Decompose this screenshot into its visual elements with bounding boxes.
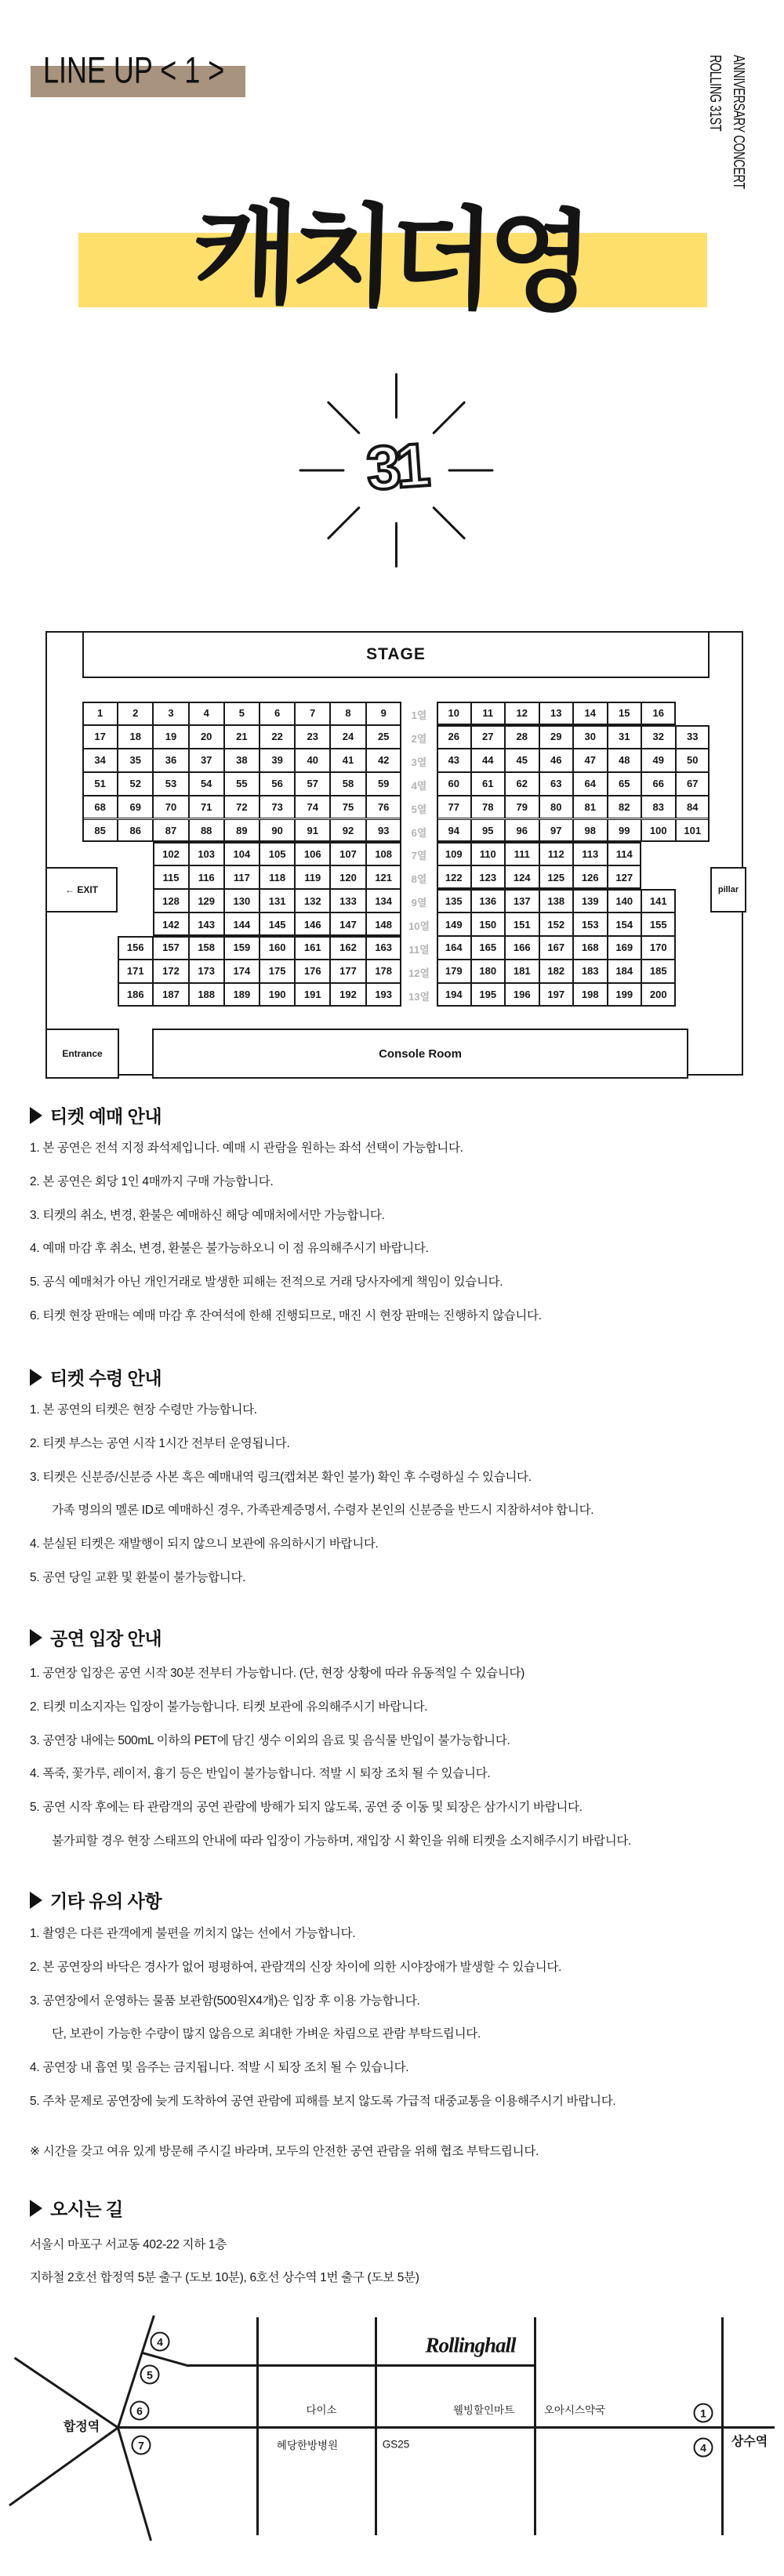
seat-171: 171 xyxy=(118,960,153,983)
seat-37: 37 xyxy=(189,749,224,772)
seat-151: 151 xyxy=(505,912,539,936)
seat-17: 17 xyxy=(82,725,118,749)
seat-116: 116 xyxy=(189,865,224,889)
station-hapjeong-label: 합정역 xyxy=(63,2420,100,2434)
seat-12: 12 xyxy=(505,702,539,725)
seat-128: 128 xyxy=(153,889,188,912)
seat-26: 26 xyxy=(437,725,471,749)
seat-197: 197 xyxy=(539,983,574,1007)
seat-49: 49 xyxy=(641,749,676,772)
seat-55: 55 xyxy=(224,772,260,796)
seat-30: 30 xyxy=(573,725,608,749)
section-line: 4. 폭죽, 꽃가루, 레이저, 흉기 등은 반입이 불가능합니다. 적발 시 퇴장 조치 될 수 있습니다. xyxy=(30,1767,491,1781)
seat-42: 42 xyxy=(366,749,401,772)
seat-155: 155 xyxy=(641,912,676,936)
seat-33: 33 xyxy=(676,725,710,749)
seat-120: 120 xyxy=(330,865,365,889)
seat-53: 53 xyxy=(153,772,188,796)
row-label-10: 10열 xyxy=(408,920,430,933)
road-line-branch xyxy=(188,2364,535,2367)
seat-163: 163 xyxy=(366,936,401,960)
seat-193: 193 xyxy=(366,983,401,1007)
row-label-3: 3열 xyxy=(411,756,427,768)
seat-22: 22 xyxy=(260,725,295,749)
seat-6: 6 xyxy=(260,702,295,725)
seat-136: 136 xyxy=(471,889,506,912)
sunburst-ray-icon xyxy=(395,522,397,568)
seat-64: 64 xyxy=(573,772,608,796)
seat-60: 60 xyxy=(437,772,471,796)
section-line: 4. 예매 마감 후 취소, 변경, 환불은 불가능하오니 이 점 유의해주시기 바랍니다. xyxy=(30,1242,429,1256)
seat-52: 52 xyxy=(118,772,153,796)
seat-9: 9 xyxy=(366,702,401,725)
seat-173: 173 xyxy=(189,960,224,983)
event-title-line1: ROLLING 31ST xyxy=(706,55,724,132)
row-label-7: 7열 xyxy=(411,850,427,862)
seat-2: 2 xyxy=(118,702,153,725)
seat-41: 41 xyxy=(330,749,365,772)
section-line: 가족 명의의 멜론 ID로 예매하신 경우, 가족관계증명서, 수령자 본인의 신분증을 반드시 지참하셔야 합니다. xyxy=(52,1504,594,1518)
seat-32: 32 xyxy=(641,725,676,749)
seat-38: 38 xyxy=(224,749,260,772)
seat-180: 180 xyxy=(471,960,506,983)
exit-label: ← EXIT xyxy=(64,884,98,895)
sunburst-ray-icon xyxy=(326,401,360,434)
seat-200: 200 xyxy=(641,983,676,1007)
seat-149: 149 xyxy=(437,912,471,936)
seat-81: 81 xyxy=(573,796,608,819)
seat-68: 68 xyxy=(82,796,118,819)
seat-40: 40 xyxy=(295,749,330,772)
sunburst-ray-icon xyxy=(432,401,466,434)
seat-132: 132 xyxy=(295,889,330,912)
subway-exit-circle: 6 xyxy=(130,2401,150,2421)
seat-19: 19 xyxy=(153,725,188,749)
seat-66: 66 xyxy=(641,772,676,796)
seat-47: 47 xyxy=(573,749,608,772)
seat-123: 123 xyxy=(471,865,506,889)
poi-gs25-label: GS25 xyxy=(382,2438,410,2451)
section-line: 3. 티켓의 취소, 변경, 환불은 예매하신 해당 예매처에서만 가능합니다. xyxy=(30,1208,385,1222)
seat-8: 8 xyxy=(330,702,365,725)
seat-188: 188 xyxy=(189,983,224,1007)
seat-51: 51 xyxy=(82,772,118,796)
seat-190: 190 xyxy=(260,983,295,1007)
seat-89: 89 xyxy=(224,819,260,843)
seat-109: 109 xyxy=(437,842,471,865)
section-line: 5. 주차 문제로 공연장에 늦게 도착하여 공연 관람에 피해를 보지 않도록 가급적 대중교통을 이용해주시기 바랍니다. xyxy=(30,2095,616,2108)
seat-168: 168 xyxy=(573,936,608,960)
seat-3: 3 xyxy=(153,702,188,725)
road-line-vertical xyxy=(721,2317,724,2535)
seat-134: 134 xyxy=(366,889,401,912)
section-line: 5. 공식 예매처가 아닌 개인거래로 발생한 피해는 전적으로 거래 당사자에게 책임이 있습니다. xyxy=(30,1275,503,1290)
seat-80: 80 xyxy=(539,796,574,819)
seat-1: 1 xyxy=(82,702,118,725)
section-line: 1. 본 공연의 티켓은 현장 수령만 가능합니다. xyxy=(30,1403,257,1417)
seat-135: 135 xyxy=(437,889,471,912)
seat-7: 7 xyxy=(295,702,330,725)
sunburst-ray-icon xyxy=(395,373,397,419)
seat-153: 153 xyxy=(573,912,608,936)
seat-23: 23 xyxy=(295,725,330,749)
venue-label: Rollinghall xyxy=(425,2333,516,2357)
seat-117: 117 xyxy=(224,865,260,889)
seat-156: 156 xyxy=(118,936,153,960)
seat-174: 174 xyxy=(224,960,260,983)
seat-10: 10 xyxy=(437,702,471,725)
seat-57: 57 xyxy=(295,772,330,796)
seat-160: 160 xyxy=(260,936,295,960)
row-label-4: 4열 xyxy=(411,779,427,792)
pillar-label: pillar xyxy=(717,885,739,894)
road-line-vertical xyxy=(256,2317,259,2535)
seat-11: 11 xyxy=(471,702,506,725)
section-line: 3. 공연장 내에는 500mL 이하의 PET에 담긴 생수 이외의 음료 및 음식물 반입이 불가능합니다. xyxy=(30,1733,510,1747)
triangle-bullet-icon xyxy=(30,2200,42,2217)
section-line: 5. 공연 당일 교환 및 환불이 불가능합니다. xyxy=(30,1571,246,1584)
seat-65: 65 xyxy=(608,772,642,796)
lineup-label: LINE UP < 1 > xyxy=(43,49,225,92)
seat-108: 108 xyxy=(366,842,401,865)
seat-110: 110 xyxy=(471,842,506,865)
seat-127: 127 xyxy=(608,865,642,889)
section-line: 1. 촬영은 다른 관객에게 불편을 끼치지 않는 선에서 가능합니다. xyxy=(30,1927,356,1940)
seat-106: 106 xyxy=(295,842,330,865)
seat-101: 101 xyxy=(676,819,710,843)
seat-87: 87 xyxy=(153,819,188,843)
seat-67: 67 xyxy=(676,772,710,796)
row-label-2: 2열 xyxy=(411,732,427,745)
seat-191: 191 xyxy=(295,983,330,1007)
row-label-5: 5열 xyxy=(411,803,427,815)
seat-61: 61 xyxy=(471,772,506,796)
seat-189: 189 xyxy=(224,983,260,1007)
seat-79: 79 xyxy=(505,796,539,819)
seat-13: 13 xyxy=(539,702,574,725)
seat-73: 73 xyxy=(260,796,295,819)
seat-43: 43 xyxy=(437,749,471,772)
seat-154: 154 xyxy=(608,912,642,936)
seat-103: 103 xyxy=(189,842,224,865)
seat-113: 113 xyxy=(573,842,608,865)
seat-56: 56 xyxy=(260,772,295,796)
section-title: 티켓 수령 안내 xyxy=(30,1364,162,1390)
triangle-bullet-icon xyxy=(30,1107,42,1124)
seat-99: 99 xyxy=(608,819,642,843)
notice-text: ※ 시간을 갖고 여유 있게 방문해 주시길 바라며, 모두의 안전한 공연 관람을 위해 협조 부탁드립니다. xyxy=(30,2145,539,2158)
seat-14: 14 xyxy=(573,702,608,725)
directions-subway: 지하철 2호선 합정역 5분 출구 (도보 10분), 6호선 상수역 1번 출구 (도보 5분) xyxy=(30,2271,419,2284)
section-line: 3. 공연장에서 운영하는 물품 보관함(500원X4개)은 입장 후 이용 가능합니다. xyxy=(30,1994,420,2008)
section-line: 4. 공연장 내 흡연 및 음주는 금지됩니다. 적발 시 퇴장 조치 될 수 있습니다. xyxy=(30,2061,409,2075)
seat-54: 54 xyxy=(189,772,224,796)
section-line: 1. 공연장 입장은 공연 시작 30분 전부터 가능합니다. (단, 현장 상황에 따라 유동적일 수 있습니다) xyxy=(30,1667,525,1680)
seat-83: 83 xyxy=(641,796,676,819)
entrance-label: Entrance xyxy=(62,1048,103,1059)
seat-95: 95 xyxy=(471,819,506,843)
seat-133: 133 xyxy=(330,889,365,912)
seat-72: 72 xyxy=(224,796,260,819)
poi-daiso-label: 다이소 xyxy=(306,2404,337,2416)
triangle-bullet-icon xyxy=(30,1369,42,1386)
seat-185: 185 xyxy=(641,960,676,983)
seat-194: 194 xyxy=(437,983,471,1007)
seat-88: 88 xyxy=(189,819,224,843)
seat-21: 21 xyxy=(224,725,260,749)
seat-84: 84 xyxy=(676,796,710,819)
seat-18: 18 xyxy=(118,725,153,749)
seat-182: 182 xyxy=(539,960,574,983)
seat-152: 152 xyxy=(539,912,574,936)
section-line: 불가피할 경우 현장 스태프의 안내에 따라 입장이 가능하며, 재입장 시 확인을 위해 티켓을 소지해주시기 바랍니다. xyxy=(52,1834,632,1848)
section-line: 6. 티켓 현장 판매는 예매 마감 후 잔여석에 한해 진행되므로, 매진 시 현장 판매는 진행하지 않습니다. xyxy=(30,1309,542,1322)
row-label-13: 13열 xyxy=(408,990,430,1003)
seat-97: 97 xyxy=(539,819,574,843)
seat-186: 186 xyxy=(118,983,153,1007)
seat-124: 124 xyxy=(505,865,539,889)
seat-176: 176 xyxy=(295,960,330,983)
seat-59: 59 xyxy=(366,772,401,796)
subway-exit-circle: 7 xyxy=(132,2436,151,2455)
seat-137: 137 xyxy=(505,889,539,912)
section-line: 단, 보관이 가능한 수량이 많지 않음으로 최대한 가벼운 차림으로 관람 부탁드립니다. xyxy=(52,2027,481,2041)
console-room-box xyxy=(152,1029,688,1079)
exit-box xyxy=(45,867,118,912)
seat-139: 139 xyxy=(573,889,608,912)
seat-138: 138 xyxy=(539,889,574,912)
seat-29: 29 xyxy=(539,725,574,749)
seat-90: 90 xyxy=(260,819,295,843)
seat-39: 39 xyxy=(260,749,295,772)
stage-box xyxy=(82,631,710,678)
seat-69: 69 xyxy=(118,796,153,819)
section-line: 5. 공연 시작 후에는 타 관람객의 공연 관람에 방해가 되지 않도록, 공연 중 이동 및 퇴장은 삼가시기 바랍니다. xyxy=(30,1801,583,1815)
seat-198: 198 xyxy=(573,983,608,1007)
seat-35: 35 xyxy=(118,749,153,772)
seat-181: 181 xyxy=(505,960,539,983)
seat-147: 147 xyxy=(330,912,365,936)
seat-178: 178 xyxy=(366,960,401,983)
seat-86: 86 xyxy=(118,819,153,843)
seat-98: 98 xyxy=(573,819,608,843)
seat-63: 63 xyxy=(539,772,574,796)
event-title-vertical xyxy=(703,55,750,189)
event-title-line2: ANNIVERSARY CONCERT xyxy=(730,55,747,189)
seat-126: 126 xyxy=(573,865,608,889)
seat-46: 46 xyxy=(539,749,574,772)
seat-96: 96 xyxy=(505,819,539,843)
seat-85: 85 xyxy=(82,819,118,843)
seat-140: 140 xyxy=(608,889,642,912)
seat-157: 157 xyxy=(153,936,188,960)
stage-label: STAGE xyxy=(366,645,426,663)
subway-exit-circle: 1 xyxy=(694,2404,713,2423)
road-line-vertical xyxy=(534,2317,536,2535)
seat-166: 166 xyxy=(505,936,539,960)
seat-76: 76 xyxy=(366,796,401,819)
seat-111: 111 xyxy=(505,842,539,865)
section-title: 기타 유의 사항 xyxy=(30,1887,162,1913)
seat-118: 118 xyxy=(260,865,295,889)
seat-148: 148 xyxy=(366,912,401,936)
seat-131: 131 xyxy=(260,889,295,912)
seat-44: 44 xyxy=(471,749,506,772)
seat-70: 70 xyxy=(153,796,188,819)
anniversary-sunburst-icon xyxy=(314,367,478,574)
sunburst-ray-icon xyxy=(326,506,360,540)
section-line: 2. 본 공연은 회당 1인 4매까지 구매 가능합니다. xyxy=(30,1174,274,1188)
seat-105: 105 xyxy=(260,842,295,865)
seat-93: 93 xyxy=(366,819,401,843)
seat-164: 164 xyxy=(437,936,471,960)
section-line: 1. 본 공연은 전석 지정 좌석제입니다. 예매 시 관람을 원하는 좌석 선택이 가능합니다. xyxy=(30,1141,463,1155)
seat-115: 115 xyxy=(153,865,188,889)
seat-142: 142 xyxy=(153,912,188,936)
seat-77: 77 xyxy=(437,796,471,819)
seat-31: 31 xyxy=(608,725,642,749)
section-title: 티켓 예매 안내 xyxy=(30,1102,162,1128)
poi-hyedang-hospital-label: 혜당한방병원 xyxy=(276,2440,339,2451)
section-line: 2. 티켓 부스는 공연 시작 1시간 전부터 운영됩니다. xyxy=(30,1436,290,1450)
seat-170: 170 xyxy=(641,936,676,960)
seat-199: 199 xyxy=(608,983,642,1007)
poi-oasis-pharmacy-label: 오아시스약국 xyxy=(543,2404,606,2416)
seat-165: 165 xyxy=(471,936,506,960)
seat-36: 36 xyxy=(153,749,188,772)
poi-wellbeing-mart-label: 웰빙할인마트 xyxy=(452,2404,515,2416)
directions-title: 오시는 길 xyxy=(30,2195,123,2221)
seat-122: 122 xyxy=(437,865,471,889)
anniversary-number: 31 xyxy=(364,430,428,503)
seat-94: 94 xyxy=(437,819,471,843)
road-line-diagonal xyxy=(9,2427,118,2506)
directions-address: 서울시 마포구 서교동 402-22 지하 1층 xyxy=(30,2238,227,2251)
pillar-box xyxy=(710,867,746,912)
console-room-label: Console Room xyxy=(379,1047,462,1061)
seat-78: 78 xyxy=(471,796,506,819)
seat-179: 179 xyxy=(437,960,471,983)
seat-58: 58 xyxy=(330,772,365,796)
seat-map xyxy=(45,631,743,1076)
row-label-1: 1열 xyxy=(411,709,427,721)
sunburst-ray-icon xyxy=(432,506,466,540)
seat-143: 143 xyxy=(189,912,224,936)
artist-title: 캐치더영 xyxy=(191,190,588,325)
seat-141: 141 xyxy=(641,889,676,912)
seat-196: 196 xyxy=(505,983,539,1007)
seat-114: 114 xyxy=(608,842,642,865)
seat-24: 24 xyxy=(330,725,365,749)
seat-45: 45 xyxy=(505,749,539,772)
seat-129: 129 xyxy=(189,889,224,912)
seat-82: 82 xyxy=(608,796,642,819)
seat-100: 100 xyxy=(641,819,676,843)
seat-48: 48 xyxy=(608,749,642,772)
seat-74: 74 xyxy=(295,796,330,819)
seat-130: 130 xyxy=(224,889,260,912)
seat-50: 50 xyxy=(676,749,710,772)
seat-172: 172 xyxy=(153,960,188,983)
section-line: 4. 분실된 티켓은 재발행이 되지 않으니 보관에 유의하시기 바랍니다. xyxy=(30,1537,379,1551)
section-line: 3. 티켓은 신분증/신분증 사본 혹은 예매내역 링크(캡쳐본 확인 불가) 확인 후 수령하실 수 있습니다. xyxy=(30,1470,532,1484)
road-line-vertical xyxy=(375,2317,377,2535)
road-line-main xyxy=(116,2426,775,2429)
seat-167: 167 xyxy=(539,936,574,960)
triangle-bullet-icon xyxy=(30,1629,42,1646)
seat-175: 175 xyxy=(260,960,295,983)
seat-112: 112 xyxy=(539,842,574,865)
seat-102: 102 xyxy=(153,842,188,865)
seat-119: 119 xyxy=(295,865,330,889)
seat-121: 121 xyxy=(366,865,401,889)
seat-71: 71 xyxy=(189,796,224,819)
subway-exit-circle: 4 xyxy=(151,2332,170,2352)
seat-145: 145 xyxy=(260,912,295,936)
seat-92: 92 xyxy=(330,819,365,843)
seat-184: 184 xyxy=(608,960,642,983)
row-label-12: 12열 xyxy=(408,967,430,979)
seat-195: 195 xyxy=(471,983,506,1007)
seat-75: 75 xyxy=(330,796,365,819)
seat-15: 15 xyxy=(608,702,642,725)
seat-107: 107 xyxy=(330,842,365,865)
section-line: 2. 본 공연장의 바닥은 경사가 없어 평평하여, 관람객의 신장 차이에 의한 시야장애가 발생할 수 있습니다. xyxy=(30,1960,562,1974)
seat-34: 34 xyxy=(82,749,118,772)
seat-146: 146 xyxy=(295,912,330,936)
seat-27: 27 xyxy=(471,725,506,749)
seat-91: 91 xyxy=(295,819,330,843)
seat-159: 159 xyxy=(224,936,260,960)
seat-183: 183 xyxy=(573,960,608,983)
seat-16: 16 xyxy=(641,702,676,725)
entrance-box xyxy=(45,1029,119,1079)
station-sangsu-label: 상수역 xyxy=(731,2435,768,2449)
seat-144: 144 xyxy=(224,912,260,936)
seat-187: 187 xyxy=(153,983,188,1007)
row-label-8: 8열 xyxy=(411,873,427,886)
seat-4: 4 xyxy=(189,702,224,725)
seat-177: 177 xyxy=(330,960,365,983)
row-label-9: 9열 xyxy=(411,897,427,909)
seat-125: 125 xyxy=(539,865,574,889)
row-label-6: 6열 xyxy=(411,826,427,839)
seat-62: 62 xyxy=(505,772,539,796)
seat-104: 104 xyxy=(224,842,260,865)
seat-20: 20 xyxy=(189,725,224,749)
subway-exit-circle: 5 xyxy=(140,2365,160,2385)
seat-169: 169 xyxy=(608,936,642,960)
subway-exit-circle: 4 xyxy=(694,2438,713,2458)
seat-192: 192 xyxy=(330,983,365,1007)
seat-25: 25 xyxy=(366,725,401,749)
seat-158: 158 xyxy=(189,936,224,960)
section-line: 2. 티켓 미소지자는 입장이 불가능합니다. 티켓 보관에 유의해주시기 바랍니다. xyxy=(30,1700,428,1714)
seat-150: 150 xyxy=(471,912,506,936)
seat-161: 161 xyxy=(295,936,330,960)
seat-5: 5 xyxy=(224,702,260,725)
triangle-bullet-icon xyxy=(30,1892,42,1909)
row-label-11: 11열 xyxy=(408,944,430,956)
seat-28: 28 xyxy=(505,725,539,749)
section-title: 공연 입장 안내 xyxy=(30,1624,162,1650)
seat-162: 162 xyxy=(330,936,365,960)
